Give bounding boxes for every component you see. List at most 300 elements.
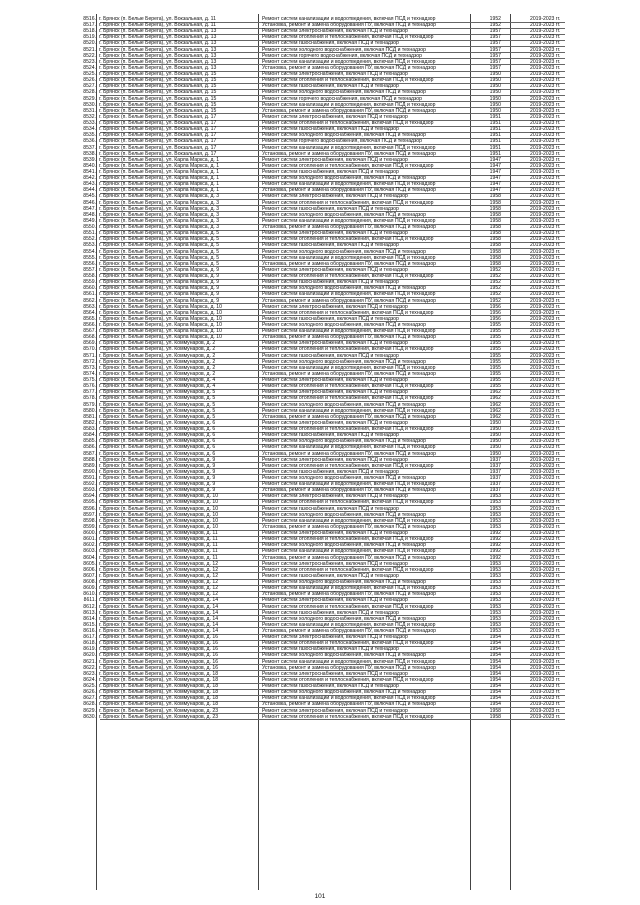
row-address: г. Брянск (п. Белые Берега), ул. Коммунаров, д. 4 [99,383,216,390]
row-period: 2019-2023 гг. [530,83,561,90]
row-work-type: Ремонт систем канализации и водоотведения, включая ПСД и технадзор [262,16,436,22]
row-year: 1953 [489,579,501,586]
row-year: 1992 [489,536,501,543]
row-address: г. Брянск (п. Белые Берега), ул. Вокзальная, д. 17 [99,138,217,145]
row-work-type: Ремонт систем электроснабжения, включая ПСД и технадзор [262,634,408,641]
row-number: 8541. [83,169,96,175]
row-work-type: Ремонт систем отопления и теплоснабжения, включая ПСД и технадзор [262,603,434,610]
row-number: 8518. [83,28,96,35]
row-year: 1954 [489,658,501,665]
row-address: г. Брянск (п. Белые Берега), ул. Коммунаров, д. 10 [99,499,219,506]
row-period: 2019-2023 гг. [530,187,561,194]
row-period: 2019-2023 гг. [530,542,561,549]
row-period: 2019-2023 гг. [530,426,561,433]
row-year: 1957 [489,34,501,41]
row-number: 8589. [83,462,96,469]
row-work-type: Установка, ремонт и замена оборудования ПУ, включая ПСД и технадзор [262,523,436,530]
row-year: 1953 [489,493,501,500]
row-period: 2019-2023 гг. [530,101,561,108]
row-year: 1937 [489,462,501,469]
row-number: 8622. [83,664,96,671]
row-period: 2019-2023 гг. [530,328,561,335]
row-work-type: Ремонт систем канализации и водоотведения, включая ПСД и технадзор [262,291,436,298]
row-number: 8595. [83,499,96,506]
row-year: 1953 [489,511,501,518]
row-address: г. Брянск (п. Белые Берега), ул. Коммунаров, д. 16 [99,646,219,653]
row-address: г. Брянск (п. Белые Берега), ул. Коммунаров, д. 2 [99,352,216,359]
row-address: г. Брянск (п. Белые Берега), ул. Коммунаров, д. 6 [99,432,216,439]
row-number: 8596. [83,505,96,512]
row-period: 2019-2023 гг. [530,370,561,377]
row-address: г. Брянск (п. Белые Берега), ул. Карла Маркса, д. 9 [99,291,220,298]
row-period: 2019-2023 гг. [530,254,561,261]
row-period: 2019-2023 гг. [530,236,561,243]
row-work-type: Ремонт систем газоснабжения, включая ПСД и технадзор [262,126,399,133]
row-number: 8532. [83,113,96,120]
row-year: 1950 [489,71,501,78]
row-number: 8560. [83,285,96,292]
row-number: 8581. [83,413,96,420]
row-period: 2019-2023 гг. [530,450,561,457]
row-number: 8554. [83,248,96,255]
row-address: г. Брянск (п. Белые Берега), ул. Коммунаров, д. 18 [99,701,219,708]
row-work-type: Ремонт систем электроснабжения, включая ПСД и технадзор [262,419,408,426]
row-work-type: Ремонт систем канализации и водоотведения, включая ПСД и технадзор [262,444,436,451]
row-address: г. Брянск (п. Белые Берега), ул. Вокзальная, д. 15 [99,101,217,108]
row-number: 8610. [83,591,96,598]
row-year: 1954 [489,701,501,708]
row-number: 8624. [83,676,96,683]
row-year: 1951 [489,132,501,139]
row-address: г. Брянск (п. Белые Берега), ул. Коммунаров, д. 10 [99,511,219,518]
row-number: 8546. [83,199,96,206]
row-work-type: Ремонт систем холодного водоснабжения, включая ПСД и технадзор [262,211,426,218]
row-number: 8540. [83,162,96,169]
row-period: 2019-2023 гг. [530,144,561,151]
row-period: 2019-2023 гг. [530,505,561,512]
row-year: 1958 [489,193,501,200]
row-address: г. Брянск (п. Белые Берега), ул. Карла Маркса, д. 3 [99,199,220,206]
row-period: 2019-2023 гг. [530,169,561,175]
row-address: г. Брянск (п. Белые Берега), ул. Вокзальная, д. 15 [99,77,217,84]
row-year: 1952 [489,297,501,304]
row-address: г. Брянск (п. Белые Берега), ул. Коммунаров, д. 11 [99,542,218,549]
row-work-type: Ремонт систем электроснабжения, включая ПСД и технадзор [262,530,408,537]
row-period: 2019-2023 гг. [530,107,561,114]
row-year: 1954 [489,634,501,641]
row-number: 8557. [83,266,96,273]
row-period: 2019-2023 гг. [530,432,561,439]
row-number: 8537. [83,144,96,151]
row-period: 2019-2023 гг. [530,28,561,35]
row-address: г. Брянск (п. Белые Берега), ул. Коммунаров, д. 12 [99,560,219,567]
row-period: 2019-2023 гг. [530,560,561,567]
row-number: 8538. [83,150,96,157]
row-year: 1951 [489,113,501,120]
row-year: 1953 [489,621,501,628]
row-period: 2019-2023 гг. [530,266,561,273]
row-year: 1957 [489,52,501,59]
row-address: г. Брянск (п. Белые Берега), ул. Коммунаров, д. 14 [99,603,219,610]
row-number: 8571. [83,352,96,359]
row-work-type: Ремонт систем холодного водоснабжения, включая ПСД и технадзор [262,652,426,659]
row-period: 2019-2023 гг. [530,303,561,310]
row-period: 2019-2023 гг. [530,438,561,445]
row-year: 1955 [489,322,501,328]
row-work-type: Ремонт систем отопления и теплоснабжения, включая ПСД и технадзор [262,346,434,353]
row-year: 1962 [489,389,501,396]
row-year: 1955 [489,370,501,377]
row-period: 2019-2023 гг. [530,89,561,96]
row-period: 2019-2023 гг. [530,621,561,628]
row-period: 2019-2023 гг. [530,34,561,41]
row-number: 8562. [83,297,96,304]
row-number: 8593. [83,487,96,494]
row-address: г. Брянск (п. Белые Берега), ул. Коммунаров, д. 9 [99,468,216,475]
row-period: 2019-2023 гг. [530,211,561,218]
row-address: г. Брянск (п. Белые Берега), ул. Коммунаров, д. 6 [99,438,216,445]
row-period: 2019-2023 гг. [530,242,561,249]
row-address: г. Брянск (п. Белые Берега), ул. Карла Маркса, д. 5 [99,248,220,255]
row-year: 1953 [489,572,501,579]
row-year: 1958 [489,205,501,212]
row-address: г. Брянск (п. Белые Берега), ул. Коммунаров, д. 5 [99,389,216,396]
row-year: 1954 [489,683,501,690]
row-work-type: Ремонт систем канализации и водоотведения, включая ПСД и технадзор [262,481,436,488]
row-work-type: Ремонт систем холодного водоснабжения, включая ПСД и технадзор [262,438,426,445]
row-number: 8623. [83,670,96,677]
row-number: 8614. [83,615,96,622]
row-period: 2019-2023 гг. [530,95,561,102]
row-year: 1958 [489,248,501,255]
row-work-type: Ремонт систем газоснабжения, включая ПСД и технадзор [262,468,399,475]
row-work-type: Ремонт систем отопления и теплоснабжения, включая ПСД и технадзор [262,566,434,573]
row-work-type: Установка, ремонт и замена оборудования ПУ, включая ПСД и технадзор [262,591,436,598]
row-year: 1955 [489,328,501,335]
row-year: 1957 [489,40,501,47]
row-period: 2019-2023 гг. [530,701,561,708]
row-number: 8544. [83,187,96,194]
row-address: г. Брянск (п. Белые Берега), ул. Карла Маркса, д. 10 [99,322,222,328]
row-work-type: Установка, ремонт и замена оборудования ПУ, включая ПСД и технадзор [262,334,436,341]
row-year: 1951 [489,144,501,151]
row-year: 1953 [489,499,501,506]
row-address: г. Брянск (п. Белые Берега), ул. Коммунаров, д. 16 [99,658,219,665]
row-year: 1937 [489,487,501,494]
row-number: 8525. [83,71,96,78]
row-number: 8519. [83,34,96,41]
row-period: 2019-2023 гг. [530,181,561,188]
row-work-type: Ремонт систем холодного водоснабжения, включая ПСД и технадзор [262,511,426,518]
row-work-type: Ремонт систем газоснабжения, включая ПСД и технадзор [262,609,399,616]
row-year: 1957 [489,64,501,71]
row-work-type: Ремонт систем газоснабжения, включая ПСД и технадзор [262,646,399,653]
row-work-type: Ремонт систем электроснабжения, включая ПСД и технадзор [262,303,408,310]
row-number: 8591. [83,475,96,481]
row-work-type: Ремонт систем канализации и водоотведения, включая ПСД и технадзор [262,101,436,108]
row-year: 1953 [489,609,501,616]
row-year: 1962 [489,395,501,402]
row-number: 8613. [83,609,96,616]
row-work-type: Установка, ремонт и замена оборудования ПУ, включая ПСД и технадзор [262,187,436,194]
row-period: 2019-2023 гг. [530,16,561,22]
row-work-type: Ремонт систем отопления и теплоснабжения, включая ПСД и технадзор [262,395,434,402]
row-address: г. Брянск (п. Белые Берега), ул. Коммунаров, д. 12 [99,579,219,586]
row-period: 2019-2023 гг. [530,658,561,665]
row-year: 1955 [489,364,501,371]
row-period: 2019-2023 гг. [530,523,561,530]
row-work-type: Ремонт систем отопления и теплоснабжения, включая ПСД и технадзор [262,499,434,506]
row-address: г. Брянск (п. Белые Берега), ул. Коммунаров, д. 5 [99,413,216,420]
row-period: 2019-2023 гг. [530,413,561,420]
row-address: г. Брянск (п. Белые Берега), ул. Коммунаров, д. 14 [99,615,219,622]
row-year: 1937 [489,468,501,475]
row-number: 8550. [83,224,96,231]
row-address: г. Брянск (п. Белые Берега), ул. Коммунаров, д. 16 [99,634,219,641]
row-year: 1955 [489,340,501,347]
row-period: 2019-2023 гг. [530,683,561,690]
row-address: г. Брянск (п. Белые Берега), ул. Карла Маркса, д. 10 [99,315,222,322]
row-period: 2019-2023 гг. [530,530,561,537]
row-number: 8607. [83,572,96,579]
row-address: г. Брянск (п. Белые Берега), ул. Карла Маркса, д. 1 [99,181,220,188]
row-number: 8517. [83,22,96,29]
row-address: г. Брянск (п. Белые Берега), ул. Коммунаров, д. 6 [99,444,216,451]
row-address: г. Брянск (п. Белые Берега), ул. Вокзальная, д. 13 [99,40,217,47]
row-number: 8619. [83,646,96,653]
row-period: 2019-2023 гг. [530,138,561,145]
row-address: г. Брянск (п. Белые Берега), ул. Вокзальная, д. 11 [99,16,216,22]
row-work-type: Ремонт систем канализации и водоотведения, включая ПСД и технадзор [262,181,436,188]
row-period: 2019-2023 гг. [530,150,561,157]
row-number: 8601. [83,536,96,543]
row-address: г. Брянск (п. Белые Берега), ул. Коммунаров, д. 10 [99,505,219,512]
row-work-type: Ремонт систем газоснабжения, включая ПСД и технадзор [262,40,399,47]
row-work-type: Ремонт систем канализации и водоотведения, включая ПСД и технадзор [262,548,436,555]
row-address: г. Брянск (п. Белые Берега), ул. Карла Маркса, д. 9 [99,297,220,304]
row-address: г. Брянск (п. Белые Берега), ул. Коммунаров, д. 10 [99,523,219,530]
row-number: 8582. [83,419,96,426]
row-address: г. Брянск (п. Белые Берега), ул. Коммунаров, д. 5 [99,395,216,402]
row-number: 8516. [83,16,96,22]
row-year: 1951 [489,126,501,133]
row-address: г. Брянск (п. Белые Берега), ул. Вокзальная, д. 11 [99,22,216,29]
row-year: 1950 [489,95,501,102]
row-year: 1947 [489,181,501,188]
row-work-type: Ремонт систем холодного водоснабжения, включая ПСД и технадзор [262,542,426,549]
row-address: г. Брянск (п. Белые Берега), ул. Вокзальная, д. 17 [99,126,217,133]
row-work-type: Ремонт систем газоснабжения, включая ПСД и технадзор [262,83,399,90]
row-year: 1958 [489,224,501,231]
row-work-type: Ремонт систем газоснабжения, включая ПСД и технадзор [262,279,399,286]
row-number: 8542. [83,175,96,182]
row-period: 2019-2023 гг. [530,554,561,561]
row-work-type: Установка, ремонт и замена оборудования ПУ, включая ПСД и технадзор [262,107,436,114]
row-period: 2019-2023 гг. [530,132,561,139]
row-address: г. Брянск (п. Белые Берега), ул. Коммунаров, д. 2 [99,370,216,377]
row-work-type: Ремонт систем отопления и теплоснабжения, включая ПСД и технадзор [262,236,434,243]
row-work-type: Ремонт систем холодного водоснабжения, включая ПСД и технадзор [262,132,426,139]
row-year: 1954 [489,695,501,702]
row-number: 8523. [83,58,96,65]
row-work-type: Ремонт систем горячего водоснабжения, включая ПСД и технадзор [262,95,422,102]
row-work-type: Ремонт систем холодного водоснабжения, включая ПСД и технадзор [262,175,426,182]
row-address: г. Брянск (п. Белые Берега), ул. Вокзальная, д. 15 [99,95,217,102]
row-address: г. Брянск (п. Белые Берега), ул. Коммунаров, д. 5 [99,407,216,414]
row-rule [100,719,565,720]
row-number: 8531. [83,107,96,114]
row-work-type: Ремонт систем электроснабжения, включая ПСД и технадзор [262,560,408,567]
row-work-type: Ремонт систем электроснабжения, включая ПСД и технадзор [262,597,408,604]
row-work-type: Ремонт систем газоснабжения, включая ПСД и технадзор [262,169,399,175]
row-period: 2019-2023 гг. [530,217,561,224]
row-address: г. Брянск (п. Белые Берега), ул. Коммунаров, д. 6 [99,450,216,457]
row-period: 2019-2023 гг. [530,401,561,408]
row-year: 1953 [489,560,501,567]
row-work-type: Ремонт систем газоснабжения, включая ПСД и технадзор [262,572,399,579]
row-year: 1947 [489,169,501,175]
row-work-type: Установка, ремонт и замена оборудования ПУ, включая ПСД и технадзор [262,64,436,71]
row-address: г. Брянск (п. Белые Берега), ул. Карла Маркса, д. 9 [99,279,220,286]
row-work-type: Ремонт систем холодного водоснабжения, включая ПСД и технадзор [262,615,426,622]
row-number: 8576. [83,383,96,390]
row-address: г. Брянск (п. Белые Берега), ул. Коммунаров, д. 23 [99,713,219,720]
row-period: 2019-2023 гг. [530,230,561,237]
row-period: 2019-2023 гг. [530,40,561,47]
row-year: 1958 [489,211,501,218]
row-year: 1954 [489,689,501,696]
row-year: 1951 [489,138,501,145]
row-work-type: Установка, ремонт и замена оборудования ПУ, включая ПСД и технадзор [262,260,436,267]
row-work-type: Ремонт систем канализации и водоотведения, включая ПСД и технадзор [262,517,436,524]
row-number: 8558. [83,273,96,280]
row-address: г. Брянск (п. Белые Берега), ул. Коммунаров, д. 11 [99,554,218,561]
row-year: 1950 [489,426,501,433]
row-work-type: Ремонт систем отопления и теплоснабжения, включая ПСД и технадзор [262,273,434,280]
row-work-type: Ремонт систем газоснабжения, включая ПСД и технадзор [262,205,399,212]
row-address: г. Брянск (п. Белые Берега), ул. Карла Маркса, д. 5 [99,236,220,243]
row-period: 2019-2023 гг. [530,609,561,616]
row-year: 1958 [489,236,501,243]
row-year: 1947 [489,156,501,163]
row-work-type: Ремонт систем холодного водоснабжения, включая ПСД и технадзор [262,689,426,696]
row-number: 8567. [83,328,96,335]
row-period: 2019-2023 гг. [530,273,561,280]
row-period: 2019-2023 гг. [530,603,561,610]
row-number: 8549. [83,217,96,224]
row-address: г. Брянск (п. Белые Берега), ул. Карла Маркса, д. 1 [99,187,220,194]
row-period: 2019-2023 гг. [530,670,561,677]
row-number: 8574. [83,370,96,377]
row-period: 2019-2023 гг. [530,640,561,647]
row-year: 1955 [489,334,501,341]
row-work-type: Ремонт систем газоснабжения, включая ПСД и технадзор [262,315,399,322]
row-work-type: Ремонт систем электроснабжения, включая ПСД и технадзор [262,389,408,396]
row-period: 2019-2023 гг. [530,156,561,163]
row-year: 1953 [489,585,501,592]
row-address: г. Брянск (п. Белые Берега), ул. Коммунаров, д. 9 [99,456,216,463]
row-number: 8552. [83,236,96,243]
row-work-type: Ремонт систем газоснабжения, включая ПСД и технадзор [262,242,399,249]
row-address: г. Брянск (п. Белые Берега), ул. Коммунаров, д. 14 [99,609,219,616]
row-number: 8564. [83,309,96,316]
row-work-type: Ремонт систем канализации и водоотведения, включая ПСД и технадзор [262,328,436,335]
row-work-type: Ремонт систем электроснабжения, включая ПСД и технадзор [262,230,408,237]
row-work-type: Ремонт систем холодного водоснабжения, включая ПСД и технадзор [262,89,426,96]
row-work-type: Ремонт систем канализации и водоотведения, включая ПСД и технадзор [262,58,436,65]
row-number: 8539. [83,156,96,163]
row-period: 2019-2023 гг. [530,481,561,488]
row-year: 1950 [489,444,501,451]
row-period: 2019-2023 гг. [530,248,561,255]
row-address: г. Брянск (п. Белые Берега), ул. Коммунаров, д. 18 [99,683,219,690]
row-year: 1950 [489,83,501,90]
row-year: 1955 [489,358,501,365]
row-number: 8522. [83,52,96,59]
row-number: 8577. [83,389,96,396]
row-address: г. Брянск (п. Белые Берега), ул. Карла Маркса, д. 9 [99,266,220,273]
row-period: 2019-2023 гг. [530,364,561,371]
row-period: 2019-2023 гг. [530,64,561,71]
row-period: 2019-2023 гг. [530,309,561,316]
row-number: 8628. [83,701,96,708]
row-work-type: Ремонт систем отопления и теплоснабжения, включая ПСД и технадзор [262,309,434,316]
row-year: 1954 [489,664,501,671]
row-address: г. Брянск (п. Белые Берега), ул. Коммунаров, д. 16 [99,640,219,647]
row-period: 2019-2023 гг. [530,572,561,579]
row-address: г. Брянск (п. Белые Берега), ул. Вокзальная, д. 13 [99,52,217,59]
row-year: 1950 [489,101,501,108]
page-number: 101 [314,893,326,900]
row-period: 2019-2023 гг. [530,162,561,169]
row-address: г. Брянск (п. Белые Берега), ул. Коммунаров, д. 11 [99,536,218,543]
row-address: г. Брянск (п. Белые Берега), ул. Коммунаров, д. 9 [99,475,216,481]
row-year: 1950 [489,419,501,426]
row-address: г. Брянск (п. Белые Берега), ул. Вокзальная, д. 15 [99,89,217,96]
row-number: 8617. [83,634,96,641]
row-year: 1951 [489,150,501,157]
row-work-type: Ремонт систем холодного водоснабжения, включая ПСД и технадзор [262,358,426,365]
row-work-type: Установка, ремонт и замена оборудования ПУ, включая ПСД и технадзор [262,487,436,494]
row-number: 8598. [83,517,96,524]
row-number: 8533. [83,120,96,127]
row-work-type: Ремонт систем холодного водоснабжения, включая ПСД и технадзор [262,248,426,255]
row-work-type: Ремонт систем канализации и водоотведения, включая ПСД и технадзор [262,364,436,371]
row-work-type: Ремонт систем электроснабжения, включая ПСД и технадзор [262,266,408,273]
row-address: г. Брянск (п. Белые Берега), ул. Карла Маркса, д. 10 [99,334,222,341]
row-period: 2019-2023 гг. [530,664,561,671]
row-address: г. Брянск (п. Белые Берега), ул. Коммунаров, д. 4 [99,377,216,384]
row-work-type: Ремонт систем отопления и теплоснабжения, включая ПСД и технадзор [262,462,434,469]
row-address: г. Брянск (п. Белые Берега), ул. Вокзальная, д. 13 [99,46,217,53]
row-year: 1956 [489,309,501,316]
row-year: 1958 [489,230,501,237]
row-period: 2019-2023 гг. [530,77,561,84]
row-address: г. Брянск (п. Белые Берега), ул. Коммунаров, д. 14 [99,628,219,634]
row-year: 1954 [489,646,501,653]
row-address: г. Брянск (п. Белые Берега), ул. Коммунаров, д. 2 [99,346,216,353]
row-number: 8521. [83,46,96,53]
row-work-type: Ремонт систем отопления и теплоснабжения, включая ПСД и технадзор [262,676,434,683]
row-year: 1958 [489,242,501,249]
row-period: 2019-2023 гг. [530,352,561,359]
row-number: 8555. [83,254,96,261]
row-address: г. Брянск (п. Белые Берега), ул. Коммунаров, д. 18 [99,676,219,683]
row-year: 1951 [489,120,501,127]
row-year: 1954 [489,670,501,677]
row-address: г. Брянск (п. Белые Берега), ул. Вокзальная, д. 17 [99,120,217,127]
row-work-type: Ремонт систем отопления и теплоснабжения, включая ПСД и технадзор [262,640,434,647]
